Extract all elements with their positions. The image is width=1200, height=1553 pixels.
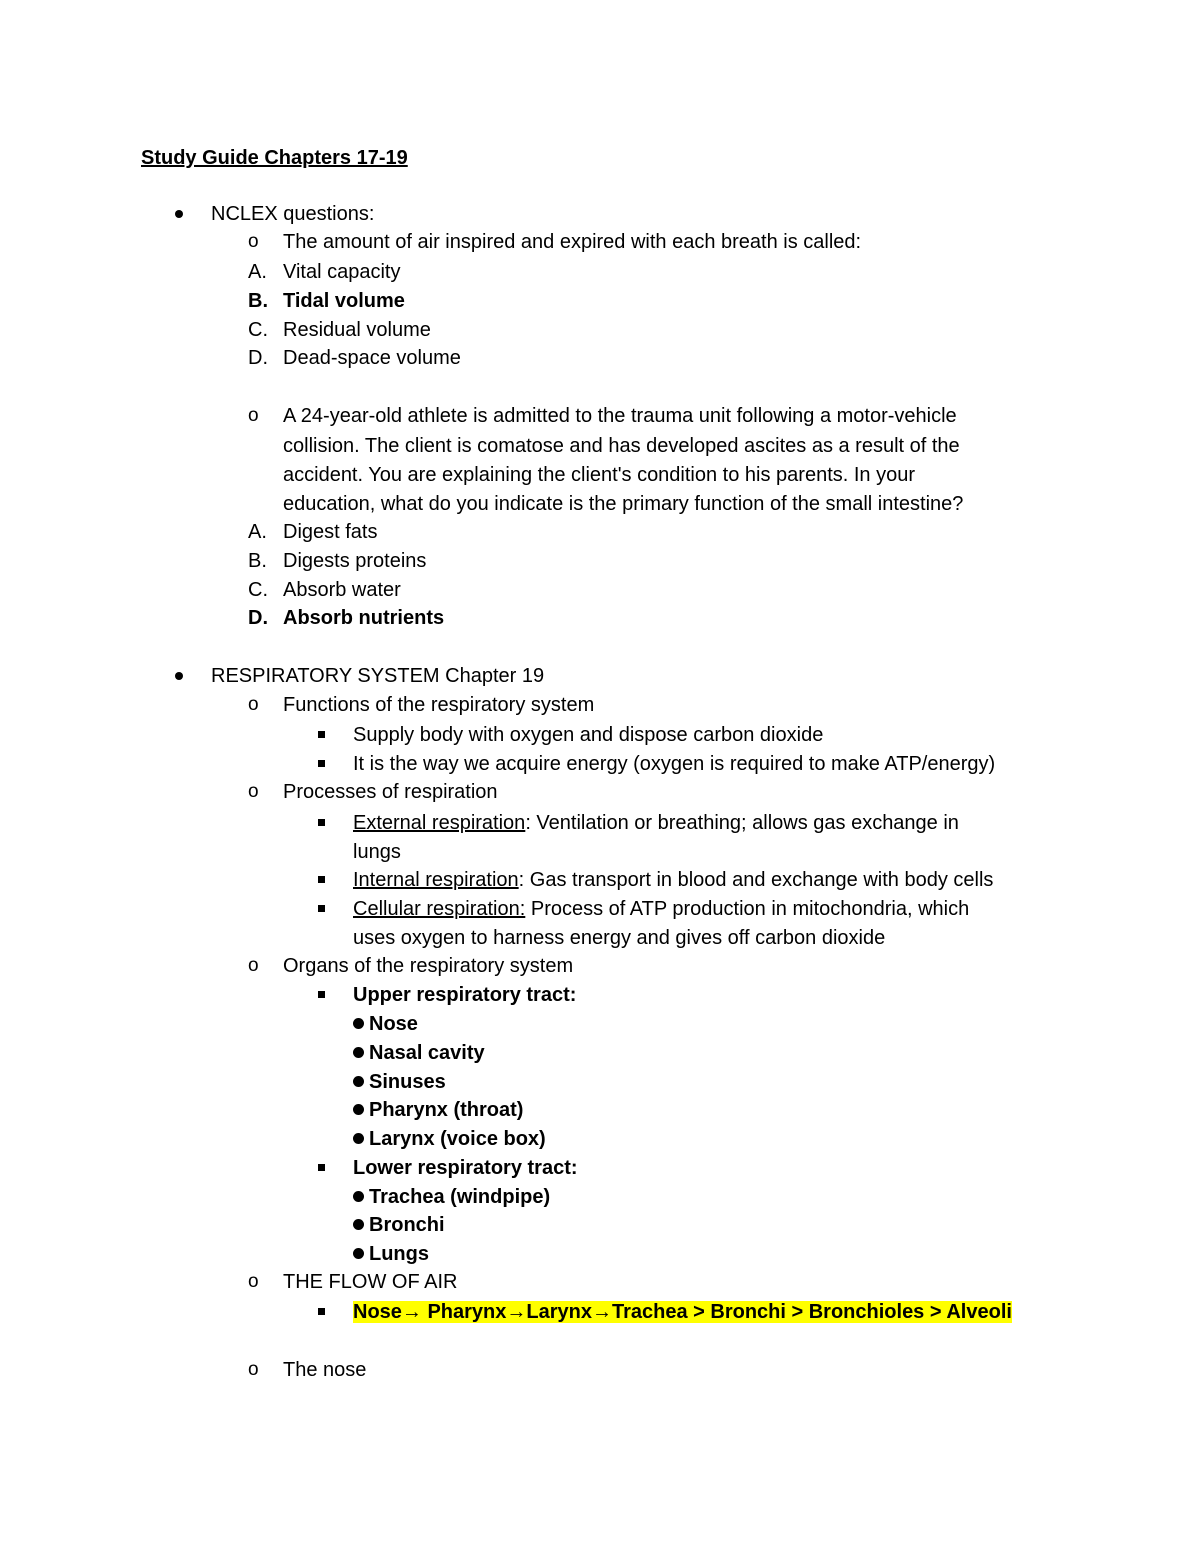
flow-step: Larynx bbox=[526, 1301, 592, 1323]
organ-label: Sinuses bbox=[369, 1071, 446, 1093]
q2-option-d-answer: Absorb nutrients bbox=[283, 607, 445, 629]
q2-option-letter: C. bbox=[248, 579, 268, 601]
bullet-dot-icon bbox=[353, 1104, 364, 1115]
upper-tract-item bbox=[353, 1127, 546, 1151]
lower-tract-item bbox=[353, 1185, 550, 1209]
flow-step: Trachea > Bronchi > Bronchioles > Alveoli bbox=[611, 1301, 1012, 1323]
q1-option-d: Dead-space volume bbox=[283, 347, 461, 369]
organ-label: Nose bbox=[369, 1013, 418, 1035]
q2-option-b: Digests proteins bbox=[283, 550, 427, 572]
internal-respiration-term: Internal respiration bbox=[353, 869, 519, 891]
arrow-right-icon: → bbox=[506, 1301, 527, 1323]
organ-label: Bronchi bbox=[369, 1214, 445, 1236]
upper-tract-item bbox=[353, 1070, 446, 1094]
upper-tract-item bbox=[353, 1041, 485, 1065]
q1-option-letter: B. bbox=[248, 290, 268, 312]
circle-bullet-icon: o bbox=[248, 1359, 259, 1380]
organ-label: Trachea (windpipe) bbox=[369, 1186, 551, 1208]
lower-tract-heading: Lower respiratory tract: bbox=[353, 1157, 578, 1179]
bullet-dot-icon bbox=[353, 1133, 364, 1144]
square-bullet-icon bbox=[318, 731, 325, 738]
square-bullet-icon bbox=[318, 991, 325, 998]
organ-label: Nasal cavity bbox=[369, 1042, 485, 1064]
bullet-dot-icon bbox=[175, 210, 183, 218]
q1-option-letter: A. bbox=[248, 261, 267, 283]
cellular-respiration-term: Cellular respiration: bbox=[353, 898, 526, 920]
square-bullet-icon bbox=[318, 1164, 325, 1171]
flow-step: Pharynx bbox=[421, 1301, 507, 1323]
bullet-dot-icon bbox=[353, 1219, 364, 1230]
circle-bullet-icon: o bbox=[248, 955, 259, 976]
circle-bullet-icon: o bbox=[248, 1271, 259, 1292]
arrow-right-icon: → bbox=[401, 1301, 422, 1323]
function-item: It is the way we acquire energy (oxygen is required to make ATP/energy) bbox=[353, 753, 996, 775]
air-flow-highlight bbox=[353, 1301, 1012, 1323]
q1-option-b-answer: Tidal volume bbox=[283, 290, 405, 312]
q2-question-line: accident. You are explaining the client's condition to his parents. In your bbox=[283, 464, 916, 486]
bullet-dot-icon bbox=[353, 1018, 364, 1029]
organs-heading: Organs of the respiratory system bbox=[283, 955, 574, 977]
external-respiration-item bbox=[353, 811, 959, 835]
q2-option-letter: D. bbox=[248, 607, 268, 629]
function-item: Supply body with oxygen and dispose carbon dioxide bbox=[353, 724, 824, 746]
q2-option-letter: B. bbox=[248, 550, 267, 572]
air-flow-sequence bbox=[353, 1300, 1012, 1324]
lower-tract-item bbox=[353, 1242, 429, 1266]
organ-label: Lungs bbox=[369, 1243, 429, 1265]
bullet-dot-icon bbox=[353, 1047, 364, 1058]
upper-tract-heading: Upper respiratory tract: bbox=[353, 984, 577, 1006]
q1-option-letter: D. bbox=[248, 347, 268, 369]
q2-question-line: collision. The client is comatose and has developed ascites as a result of the bbox=[283, 435, 960, 457]
page-title: Study Guide Chapters 17-19 bbox=[141, 147, 408, 169]
nclex-heading: NCLEX questions: bbox=[211, 203, 375, 225]
q2-option-letter: A. bbox=[248, 521, 267, 543]
q1-option-a: Vital capacity bbox=[283, 261, 401, 283]
external-respiration-desc-cont: lungs bbox=[353, 841, 401, 863]
external-respiration-term: External respiration bbox=[353, 812, 526, 834]
respiratory-heading: RESPIRATORY SYSTEM Chapter 19 bbox=[211, 665, 545, 687]
q2-option-c: Absorb water bbox=[283, 579, 401, 601]
q2-question-line: education, what do you indicate is the primary function of the small intestine? bbox=[283, 493, 964, 515]
cellular-respiration-desc-cont: uses oxygen to harness energy and gives off carbon dioxide bbox=[353, 927, 886, 949]
square-bullet-icon bbox=[318, 905, 325, 912]
bullet-dot-icon bbox=[353, 1248, 364, 1259]
square-bullet-icon bbox=[318, 1308, 325, 1315]
cellular-respiration-desc: Process of ATP production in mitochondria, which bbox=[525, 898, 970, 920]
q2-question-line: A 24-year-old athlete is admitted to the trauma unit following a motor-vehicle bbox=[283, 405, 957, 427]
circle-bullet-icon: o bbox=[248, 781, 259, 802]
square-bullet-icon bbox=[318, 760, 325, 767]
functions-heading: Functions of the respiratory system bbox=[283, 694, 595, 716]
nose-heading: The nose bbox=[283, 1359, 367, 1381]
circle-bullet-icon: o bbox=[248, 694, 259, 715]
square-bullet-icon bbox=[318, 876, 325, 883]
flow-step: Nose bbox=[353, 1301, 402, 1323]
internal-respiration-desc: : Gas transport in blood and exchange with body cells bbox=[518, 869, 994, 891]
q2-option-a: Digest fats bbox=[283, 521, 378, 543]
q1-option-letter: C. bbox=[248, 319, 268, 341]
internal-respiration-item bbox=[353, 868, 993, 892]
bullet-dot-icon bbox=[353, 1191, 364, 1202]
arrow-right-icon: → bbox=[591, 1301, 612, 1323]
square-bullet-icon bbox=[318, 819, 325, 826]
organ-label: Larynx (voice box) bbox=[369, 1128, 546, 1150]
flow-heading: THE FLOW OF AIR bbox=[283, 1271, 458, 1293]
q1-option-c: Residual volume bbox=[283, 319, 431, 341]
circle-bullet-icon: o bbox=[248, 405, 259, 426]
upper-tract-item bbox=[353, 1012, 418, 1036]
external-respiration-desc: : Ventilation or breathing; allows gas exchange in bbox=[525, 812, 959, 834]
lower-tract-item bbox=[353, 1213, 445, 1237]
organ-label: Pharynx (throat) bbox=[369, 1099, 524, 1121]
circle-bullet-icon: o bbox=[248, 231, 259, 252]
bullet-dot-icon bbox=[353, 1076, 364, 1087]
q1-question: The amount of air inspired and expired with each breath is called: bbox=[283, 231, 862, 253]
bullet-dot-icon bbox=[175, 672, 183, 680]
cellular-respiration-item bbox=[353, 897, 969, 921]
processes-heading: Processes of respiration bbox=[283, 781, 498, 803]
upper-tract-item bbox=[353, 1098, 523, 1122]
